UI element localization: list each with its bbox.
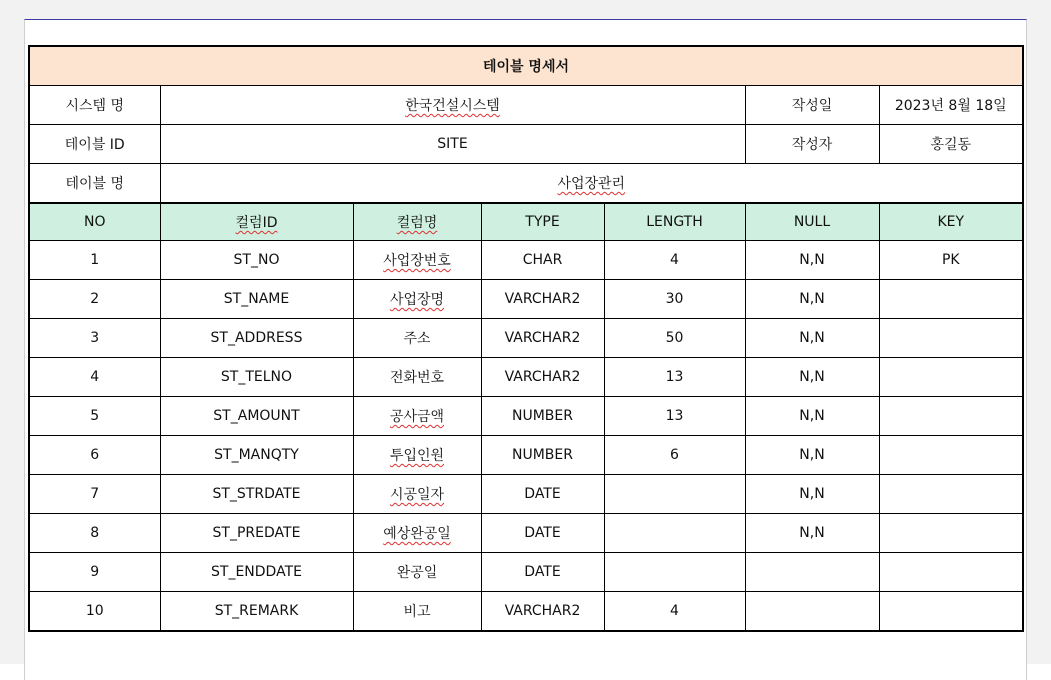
- cell-column-name[interactable]: [353, 280, 481, 319]
- cell-null[interactable]: [745, 592, 879, 632]
- header-key: KEY: [879, 203, 1023, 241]
- header-column-id: [160, 203, 353, 241]
- table-row: [29, 241, 1023, 280]
- cell-key[interactable]: [879, 592, 1023, 632]
- cell-no[interactable]: 7: [29, 475, 160, 514]
- cell-no[interactable]: 2: [29, 280, 160, 319]
- table-row: [29, 358, 1023, 397]
- cell-column-name[interactable]: 주소: [353, 319, 481, 358]
- cell-type[interactable]: CHAR: [481, 241, 604, 280]
- cell-null[interactable]: N,N: [745, 475, 879, 514]
- header-column-id-text: 컬럼ID: [235, 215, 278, 231]
- cell-key[interactable]: [879, 514, 1023, 553]
- cell-length[interactable]: [604, 475, 745, 514]
- cell-no[interactable]: 10: [29, 592, 160, 632]
- table-row: [29, 553, 1023, 592]
- cell-key[interactable]: [879, 280, 1023, 319]
- header-no: NO: [29, 203, 160, 241]
- cell-column-id[interactable]: ST_NO: [160, 241, 353, 280]
- system-row: [29, 86, 1023, 125]
- cell-type[interactable]: VARCHAR2: [481, 319, 604, 358]
- cell-column-id[interactable]: ST_NAME: [160, 280, 353, 319]
- cell-length[interactable]: [604, 553, 745, 592]
- cell-column-name[interactable]: [353, 475, 481, 514]
- cell-key[interactable]: [879, 319, 1023, 358]
- table-row: [29, 436, 1023, 475]
- author-value[interactable]: 홍길동: [879, 125, 1023, 164]
- table-row: [29, 280, 1023, 319]
- cell-key[interactable]: [879, 397, 1023, 436]
- cell-column-name[interactable]: [353, 397, 481, 436]
- table-id-value[interactable]: SITE: [160, 125, 745, 164]
- cell-length[interactable]: 13: [604, 397, 745, 436]
- cell-no[interactable]: 3: [29, 319, 160, 358]
- cell-null[interactable]: N,N: [745, 241, 879, 280]
- table-id-row: [29, 125, 1023, 164]
- cell-column-id[interactable]: ST_ADDRESS: [160, 319, 353, 358]
- cell-length[interactable]: 30: [604, 280, 745, 319]
- cell-no[interactable]: 8: [29, 514, 160, 553]
- cell-null[interactable]: [745, 553, 879, 592]
- cell-null[interactable]: N,N: [745, 358, 879, 397]
- cell-column-id[interactable]: ST_ENDDATE: [160, 553, 353, 592]
- cell-column-id[interactable]: ST_AMOUNT: [160, 397, 353, 436]
- cell-null[interactable]: N,N: [745, 319, 879, 358]
- cell-no[interactable]: 5: [29, 397, 160, 436]
- cell-type[interactable]: NUMBER: [481, 397, 604, 436]
- header-length: LENGTH: [604, 203, 745, 241]
- table-row: [29, 319, 1023, 358]
- cell-column-id[interactable]: ST_PREDATE: [160, 514, 353, 553]
- table-id-label: 테이블 ID: [29, 125, 160, 164]
- document-sheet: [24, 19, 1027, 680]
- cell-length[interactable]: 4: [604, 241, 745, 280]
- table-spec: [28, 45, 1024, 632]
- cell-column-name-text: 사업장명: [389, 292, 445, 308]
- cell-no[interactable]: 1: [29, 241, 160, 280]
- cell-type[interactable]: VARCHAR2: [481, 358, 604, 397]
- cell-no[interactable]: 4: [29, 358, 160, 397]
- created-date-label: 작성일: [745, 86, 879, 125]
- cell-key[interactable]: PK: [879, 241, 1023, 280]
- system-label: 시스템 명: [29, 86, 160, 125]
- cell-key[interactable]: [879, 475, 1023, 514]
- table-row: [29, 592, 1023, 632]
- cell-null[interactable]: N,N: [745, 280, 879, 319]
- column-rows: [29, 241, 1023, 632]
- cell-key[interactable]: [879, 436, 1023, 475]
- cell-column-name-text: 투입인원: [389, 448, 445, 464]
- author-label: 작성자: [745, 125, 879, 164]
- cell-column-name[interactable]: [353, 241, 481, 280]
- cell-column-name[interactable]: [353, 436, 481, 475]
- cell-null[interactable]: N,N: [745, 397, 879, 436]
- cell-key[interactable]: [879, 358, 1023, 397]
- table-name-label: 테이블 명: [29, 164, 160, 204]
- system-value[interactable]: [160, 86, 745, 125]
- cell-no[interactable]: 6: [29, 436, 160, 475]
- table-name-row: [29, 164, 1023, 204]
- cell-column-name[interactable]: 전화번호: [353, 358, 481, 397]
- cell-length[interactable]: 50: [604, 319, 745, 358]
- header-null: NULL: [745, 203, 879, 241]
- cell-column-id[interactable]: ST_MANQTY: [160, 436, 353, 475]
- cell-column-name[interactable]: 비고: [353, 592, 481, 632]
- system-value-text: 한국건설시스템: [405, 98, 500, 114]
- cell-null[interactable]: N,N: [745, 436, 879, 475]
- cell-column-id[interactable]: ST_STRDATE: [160, 475, 353, 514]
- cell-column-name[interactable]: 완공일: [353, 553, 481, 592]
- header-type: TYPE: [481, 203, 604, 241]
- cell-column-name-text: 사업장번호: [383, 253, 451, 269]
- cell-type[interactable]: DATE: [481, 553, 604, 592]
- column-header-row: [29, 203, 1023, 241]
- cell-column-name[interactable]: [353, 514, 481, 553]
- table-row: [29, 397, 1023, 436]
- cell-length[interactable]: [604, 514, 745, 553]
- cell-length[interactable]: 13: [604, 358, 745, 397]
- cell-key[interactable]: [879, 553, 1023, 592]
- header-column-name-text: 컬럼명: [396, 215, 438, 231]
- cell-column-id[interactable]: ST_REMARK: [160, 592, 353, 632]
- cell-no[interactable]: 9: [29, 553, 160, 592]
- cell-type[interactable]: VARCHAR2: [481, 280, 604, 319]
- cell-type[interactable]: NUMBER: [481, 436, 604, 475]
- table-row: [29, 514, 1023, 553]
- created-date-value[interactable]: 2023년 8월 18일: [879, 86, 1023, 125]
- cell-type[interactable]: VARCHAR2: [481, 592, 604, 632]
- cell-length[interactable]: 6: [604, 436, 745, 475]
- header-column-name: [353, 203, 481, 241]
- table-name-value[interactable]: [160, 164, 1023, 204]
- cell-column-id[interactable]: ST_TELNO: [160, 358, 353, 397]
- cell-type[interactable]: DATE: [481, 514, 604, 553]
- document-title: 테이블 명세서: [29, 46, 1023, 86]
- cell-length[interactable]: 4: [604, 592, 745, 632]
- cell-column-name-text: 시공일자: [389, 487, 445, 503]
- table-name-value-text: 사업장관리: [557, 176, 626, 192]
- cell-null[interactable]: N,N: [745, 514, 879, 553]
- cell-column-name-text: 예상완공일: [383, 526, 451, 542]
- title-row: [29, 46, 1023, 86]
- cell-type[interactable]: DATE: [481, 475, 604, 514]
- cell-column-name-text: 공사금액: [389, 409, 445, 425]
- table-row: [29, 475, 1023, 514]
